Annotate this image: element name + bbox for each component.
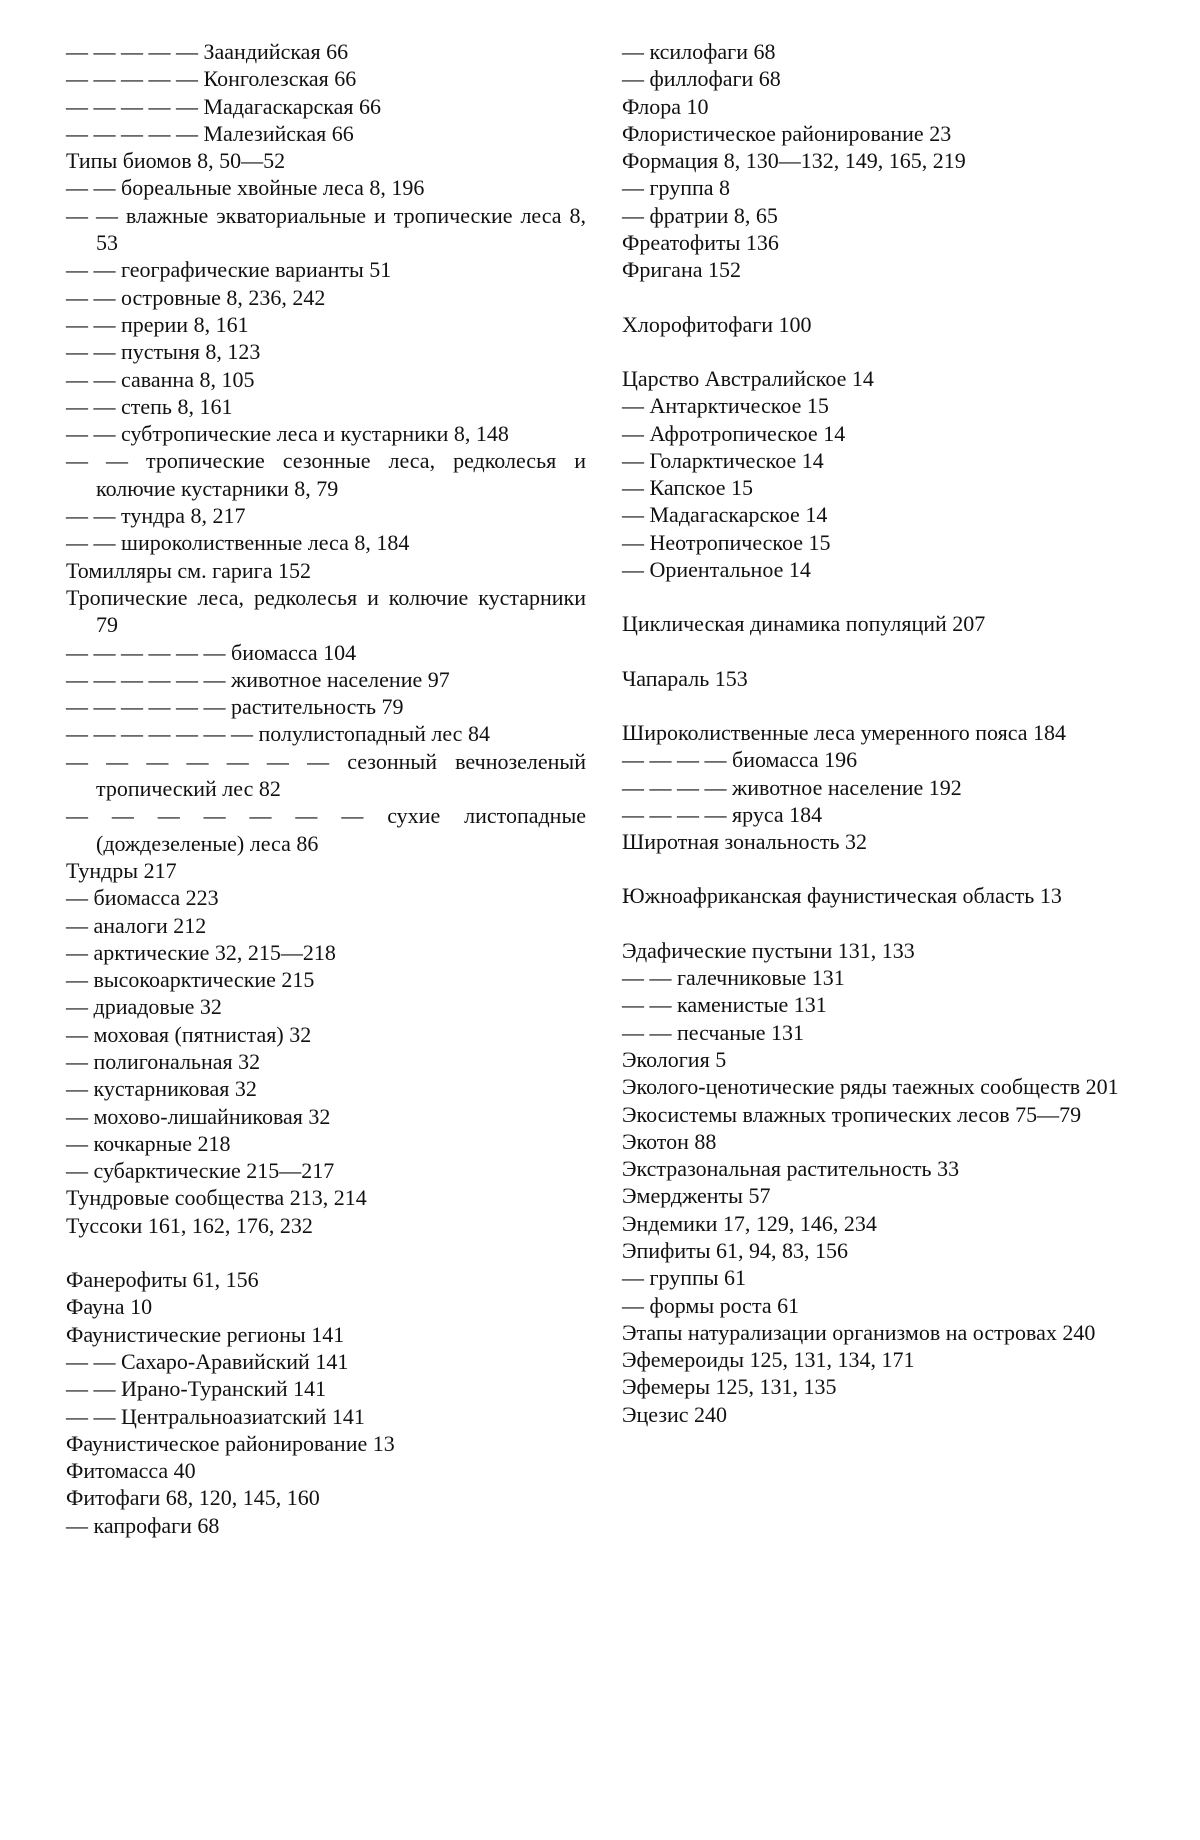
index-entry: — Голарктическое 14 — [622, 447, 1142, 474]
index-entry: Тропические леса, редколесья и колючие кустарники 79 — [66, 584, 586, 639]
index-entry: — — Центральноазиатский 141 — [66, 1403, 586, 1430]
index-entry: — арктические 32, 215—218 — [66, 939, 586, 966]
index-entry: — — саванна 8, 105 — [66, 366, 586, 393]
index-entry: — — — — биомасса 196 — [622, 746, 1142, 773]
index-entry: Циклическая динамика популяций 207 — [622, 610, 1142, 637]
index-entry: Флористическое районирование 23 — [622, 120, 1142, 147]
index-entry: — — — — — Конголезская 66 — [66, 65, 586, 92]
index-entry: Тундровые сообщества 213, 214 — [66, 1184, 586, 1211]
index-column-right — [622, 38, 1142, 1428]
index-entry: Флора 10 — [622, 93, 1142, 120]
index-entry: — — Сахаро-Аравийский 141 — [66, 1348, 586, 1375]
index-entry: Этапы натурализации организмов на островах 240 — [622, 1319, 1142, 1346]
index-entry: — — — — — — — полулистопадный лес 84 — [66, 720, 586, 747]
index-entry: Фригана 152 — [622, 256, 1142, 283]
index-entry: — — — — — — — сухие листопадные (дождезеленые) леса 86 — [66, 802, 586, 857]
index-entry: Эфемероиды 125, 131, 134, 171 — [622, 1346, 1142, 1373]
index-entry: — формы роста 61 — [622, 1292, 1142, 1319]
index-entry: Экотон 88 — [622, 1128, 1142, 1155]
index-entry: Фаунистическое районирование 13 — [66, 1430, 586, 1457]
index-entry: Эцезис 240 — [622, 1401, 1142, 1428]
index-entry: — — островные 8, 236, 242 — [66, 284, 586, 311]
index-entry: — Неотропическое 15 — [622, 529, 1142, 556]
index-entry: — ксилофаги 68 — [622, 38, 1142, 65]
index-entry: — — Ирано-Туранский 141 — [66, 1375, 586, 1402]
index-entry: Эпифиты 61, 94, 83, 156 — [622, 1237, 1142, 1264]
index-entry: — — каменистые 131 — [622, 991, 1142, 1018]
index-entry: Царство Австралийское 14 — [622, 365, 1142, 392]
index-entry: Типы биомов 8, 50—52 — [66, 147, 586, 174]
index-entry: Формация 8, 130—132, 149, 165, 219 — [622, 147, 1142, 174]
index-entry: — — галечниковые 131 — [622, 964, 1142, 991]
index-entry: — Антарктическое 15 — [622, 392, 1142, 419]
index-entry: — — широколиственные леса 8, 184 — [66, 529, 586, 556]
index-entry: Эфемеры 125, 131, 135 — [622, 1373, 1142, 1400]
index-entry: Фреатофиты 136 — [622, 229, 1142, 256]
index-entry: — моховая (пятнистая) 32 — [66, 1021, 586, 1048]
index-entry: Экология 5 — [622, 1046, 1142, 1073]
index-entry: — — — — — Мадагаскарская 66 — [66, 93, 586, 120]
index-entry: — Капское 15 — [622, 474, 1142, 501]
index-entry: — — бореальные хвойные леса 8, 196 — [66, 174, 586, 201]
index-entry: — — прерии 8, 161 — [66, 311, 586, 338]
index-entry: — — — — — — растительность 79 — [66, 693, 586, 720]
index-entry: — Ориентальное 14 — [622, 556, 1142, 583]
index-entry: Фитомасса 40 — [66, 1457, 586, 1484]
index-entry: — — тропические сезонные леса, редколесья и колючие кустарники 8, 79 — [66, 447, 586, 502]
index-entry: — кочкарные 218 — [66, 1130, 586, 1157]
index-entry: — — — — — Заандийская 66 — [66, 38, 586, 65]
index-entry: — — тундра 8, 217 — [66, 502, 586, 529]
index-entry: — аналоги 212 — [66, 912, 586, 939]
index-entry: — — степь 8, 161 — [66, 393, 586, 420]
index-entry: — дриадовые 32 — [66, 993, 586, 1020]
index-entry: — кустарниковая 32 — [66, 1075, 586, 1102]
index-entry: — высокоарктические 215 — [66, 966, 586, 993]
index-entry: Фанерофиты 61, 156 — [66, 1266, 586, 1293]
index-entry: — Афротропическое 14 — [622, 420, 1142, 447]
index-entry: Эндемики 17, 129, 146, 234 — [622, 1210, 1142, 1237]
index-entry: Широколиственные леса умеренного пояса 184 — [622, 719, 1142, 746]
index-entry: — — — — — Малезийская 66 — [66, 120, 586, 147]
index-entry: — группа 8 — [622, 174, 1142, 201]
index-entry: Фитофаги 68, 120, 145, 160 — [66, 1484, 586, 1511]
index-entry: Чапараль 153 — [622, 665, 1142, 692]
index-column-left — [66, 38, 586, 1539]
index-entry: — филлофаги 68 — [622, 65, 1142, 92]
index-entry: — Мадагаскарское 14 — [622, 501, 1142, 528]
index-entry: Эдафические пустыни 131, 133 — [622, 937, 1142, 964]
index-entry: — — — — яруса 184 — [622, 801, 1142, 828]
index-entry: — — песчаные 131 — [622, 1019, 1142, 1046]
index-entry: Тундры 217 — [66, 857, 586, 884]
index-entry: — фратрии 8, 65 — [622, 202, 1142, 229]
index-entry: — — — — — — биомасса 104 — [66, 639, 586, 666]
index-entry: Томилляры см. гарига 152 — [66, 557, 586, 584]
index-entry: Фауна 10 — [66, 1293, 586, 1320]
index-entry: — мохово-лишайниковая 32 — [66, 1103, 586, 1130]
index-entry: Фаунистические регионы 141 — [66, 1321, 586, 1348]
index-entry: Хлорофитофаги 100 — [622, 311, 1142, 338]
index-entry: — — — — животное население 192 — [622, 774, 1142, 801]
index-entry: Туссоки 161, 162, 176, 232 — [66, 1212, 586, 1239]
index-entry: — — географические варианты 51 — [66, 256, 586, 283]
index-entry: Широтная зональность 32 — [622, 828, 1142, 855]
index-entry: — — — — — — животное население 97 — [66, 666, 586, 693]
index-entry: — биомасса 223 — [66, 884, 586, 911]
index-entry: Экосистемы влажных тропических лесов 75—79 — [622, 1101, 1142, 1128]
index-entry: Южноафриканская фаунистическая область 13 — [622, 882, 1142, 909]
index-entry: — группы 61 — [622, 1264, 1142, 1291]
index-entry: — — — — — — — сезонный вечнозеленый тропический лес 82 — [66, 748, 586, 803]
index-page — [0, 0, 1200, 1840]
index-entry: — — пустыня 8, 123 — [66, 338, 586, 365]
index-entry: — — субтропические леса и кустарники 8, 148 — [66, 420, 586, 447]
index-entry: — — влажные экваториальные и тропические леса 8, 53 — [66, 202, 586, 257]
index-entry: Эмердженты 57 — [622, 1182, 1142, 1209]
index-entry: — капрофаги 68 — [66, 1512, 586, 1539]
index-entry: Эколого-ценотические ряды таежных сообществ 201 — [622, 1073, 1142, 1100]
index-entry: — полигональная 32 — [66, 1048, 586, 1075]
index-entry: — субарктические 215—217 — [66, 1157, 586, 1184]
index-entry: Экстразональная растительность 33 — [622, 1155, 1142, 1182]
